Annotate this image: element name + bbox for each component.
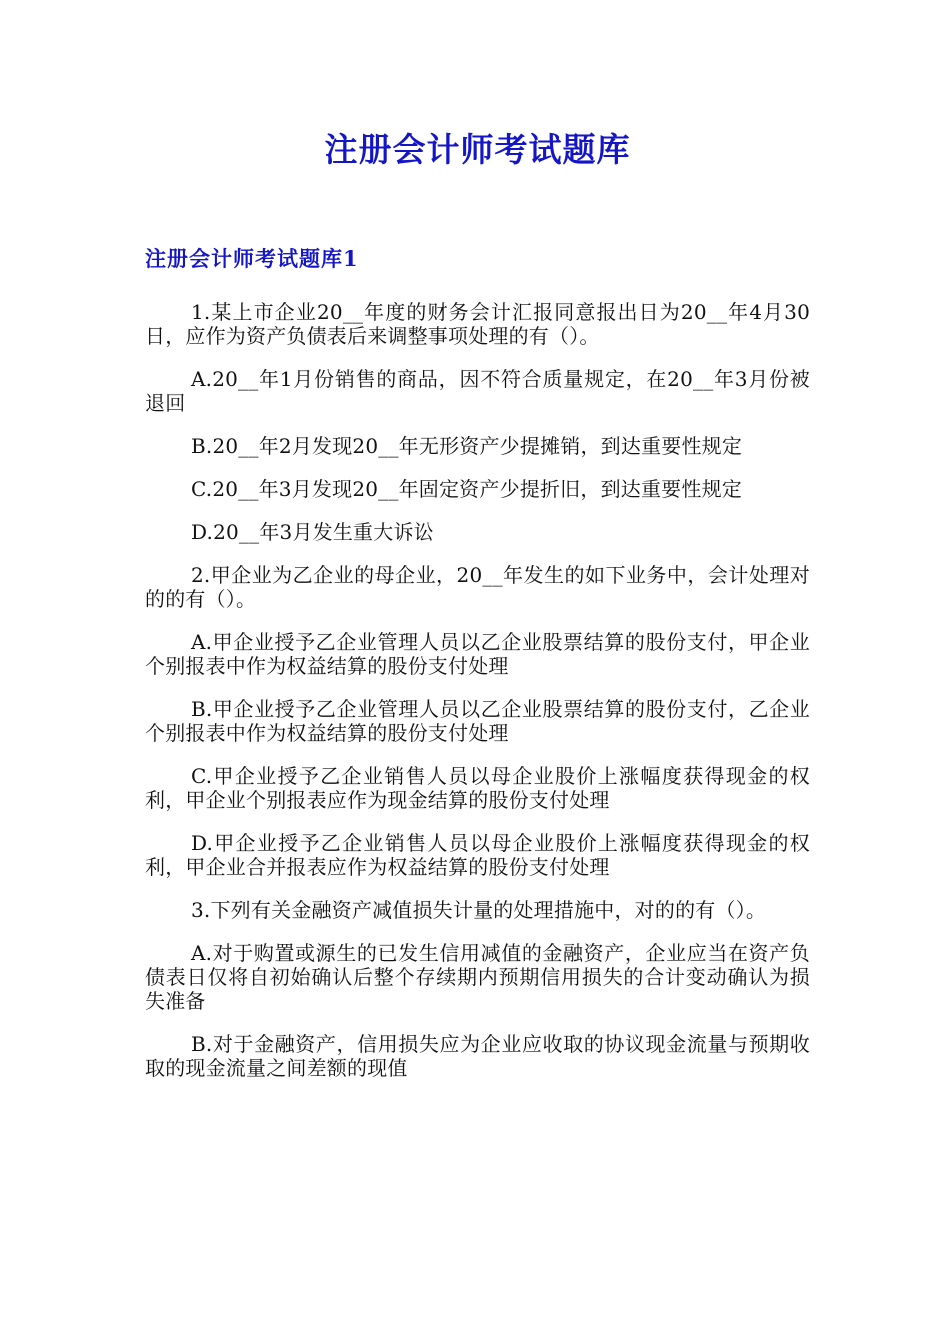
question-2-option-d: D.甲企业授予乙企业销售人员以母企业股价上涨幅度获得现金的权利，甲企业合并报表应作为权益结算的股份支付处理: [145, 831, 810, 879]
question-3-option-a: A.对于购置或源生的已发生信用减值的金融资产，企业应当在资产负债表日仅将自初始确认后整个存续期内预期信用损失的合计变动确认为损失准备: [145, 941, 810, 1013]
section-heading: 注册会计师考试题库1: [145, 246, 359, 271]
document-title: 注册会计师考试题库: [324, 130, 631, 169]
question-1-stem: 1.某上市企业20__年度的财务会计汇报同意报出日为20__年4月30日，应作为资产负债表后来调整事项处理的有（）。: [145, 300, 810, 348]
question-1-option-d: D.20__年3月发生重大诉讼: [191, 520, 434, 544]
question-2-option-a: A.甲企业授予乙企业管理人员以乙企业股票结算的股份支付，甲企业个别报表中作为权益结算的股份支付处理: [145, 630, 810, 678]
question-1-option-a: A.20__年1月份销售的商品，因不符合质量规定，在20__年3月份被退回: [145, 367, 810, 415]
question-2-option-b: B.甲企业授予乙企业管理人员以乙企业股票结算的股份支付，乙企业个别报表中作为权益结算的股份支付处理: [145, 697, 810, 745]
question-1-option-c: C.20__年3月发现20__年固定资产少提折旧，到达重要性规定: [191, 477, 742, 501]
question-3-stem: 3.下列有关金融资产减值损失计量的处理措施中，对的的有（）。: [191, 898, 767, 922]
document-body: [145, 300, 810, 1099]
question-1-option-b: B.20__年2月发现20__年无形资产少提摊销，到达重要性规定: [191, 434, 743, 458]
question-2-stem: 2.甲企业为乙企业的母企业，20__年发生的如下业务中，会计处理对的的有（）。: [145, 563, 810, 611]
question-3-option-b: B.对于金融资产，信用损失应为企业应收取的协议现金流量与预期收取的现金流量之间差额的现值: [145, 1032, 810, 1080]
question-2-option-c: C.甲企业授予乙企业销售人员以母企业股价上涨幅度获得现金的权利，甲企业个别报表应作为现金结算的股份支付处理: [145, 764, 810, 812]
